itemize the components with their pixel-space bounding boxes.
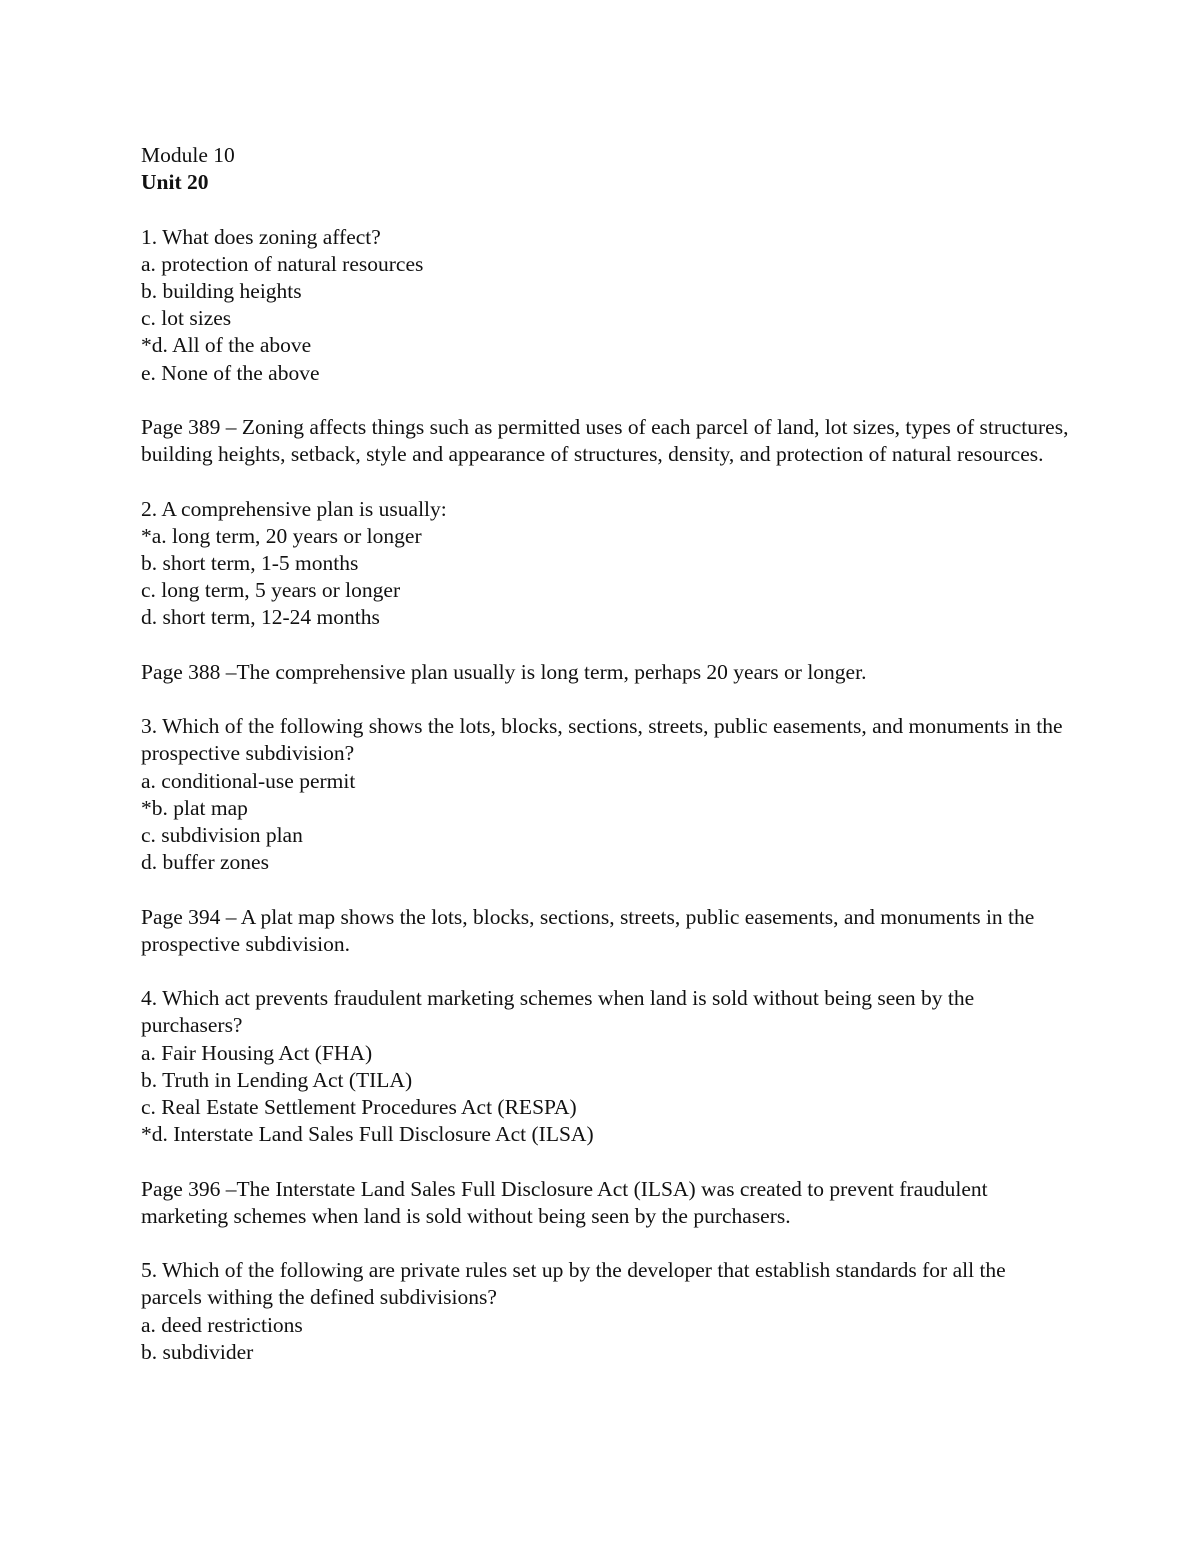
- question-1-option-d: *d. All of the above: [141, 333, 312, 358]
- document-page: [141, 142, 1071, 1366]
- question-4-text: 4. Which act prevents fraudulent marketing schemes when land is sold without being seen by the purchasers?: [141, 986, 975, 1038]
- question-3-option-a: a. conditional-use permit: [141, 768, 356, 793]
- spacer: [141, 876, 1071, 903]
- spacer: [141, 468, 1071, 495]
- question-3-option-d: d. buffer zones: [141, 850, 269, 875]
- question-3-option-b: *b. plat map: [141, 795, 248, 820]
- question-1-option-c: c. lot sizes: [141, 306, 232, 331]
- spacer: [141, 1230, 1071, 1257]
- question-5-option-a: a. deed restrictions: [141, 1312, 303, 1337]
- spacer: [141, 632, 1071, 659]
- spacer: [141, 1148, 1071, 1175]
- question-5-text: 5. Which of the following are private rules set up by the developer that establish standards for all the parcels withing the defined subdivisions?: [141, 1258, 1006, 1310]
- spacer: [141, 387, 1071, 414]
- question-2-option-b: b. short term, 1-5 months: [141, 551, 359, 575]
- unit-title: Unit 20: [141, 170, 209, 195]
- question-3-option-c: c. subdivision plan: [141, 823, 303, 847]
- question-4-option-a: a. Fair Housing Act (FHA): [141, 1040, 373, 1065]
- question-2-explanation: Page 388 –The comprehensive plan usually is long term, perhaps 20 years or longer.: [141, 659, 867, 684]
- question-2-option-d: d. short term, 12-24 months: [141, 605, 380, 630]
- question-2-option-a: *a. long term, 20 years or longer: [141, 523, 422, 548]
- question-1-option-e: e. None of the above: [141, 360, 320, 385]
- module-title: Module 10: [141, 143, 235, 167]
- question-1-explanation: Page 389 – Zoning affects things such as permitted uses of each parcel of land, lot sizes, types of structures, building heights, setback, style and appearance of structures, density, and protection of natural resources.: [141, 415, 1069, 467]
- spacer: [141, 958, 1071, 985]
- question-4-explanation: Page 396 –The Interstate Land Sales Full Disclosure Act (ILSA) was created to prevent fraudulent marketing schemes when land is sold without being seen by the purchasers.: [141, 1176, 988, 1228]
- question-1-option-a: a. protection of natural resources: [141, 251, 424, 276]
- question-4-option-b: b. Truth in Lending Act (TILA): [141, 1067, 413, 1092]
- question-2-text: 2. A comprehensive plan is usually:: [141, 496, 447, 521]
- question-1-option-b: b. building heights: [141, 279, 302, 303]
- spacer: [141, 196, 1071, 223]
- question-4-option-c: c. Real Estate Settlement Procedures Act (RESPA): [141, 1095, 577, 1119]
- question-2-option-c: c. long term, 5 years or longer: [141, 578, 401, 603]
- question-3-text: 3. Which of the following shows the lots, blocks, sections, streets, public easements, and monuments in the prospective subdivision?: [141, 714, 1063, 766]
- question-4-option-d: *d. Interstate Land Sales Full Disclosure Act (ILSA): [141, 1122, 594, 1147]
- question-3-explanation: Page 394 – A plat map shows the lots, blocks, sections, streets, public easements, and monuments in the prospective subdivision.: [141, 904, 1035, 956]
- question-1-text: 1. What does zoning affect?: [141, 224, 381, 249]
- question-5-option-b: b. subdivider: [141, 1339, 254, 1364]
- spacer: [141, 686, 1071, 713]
